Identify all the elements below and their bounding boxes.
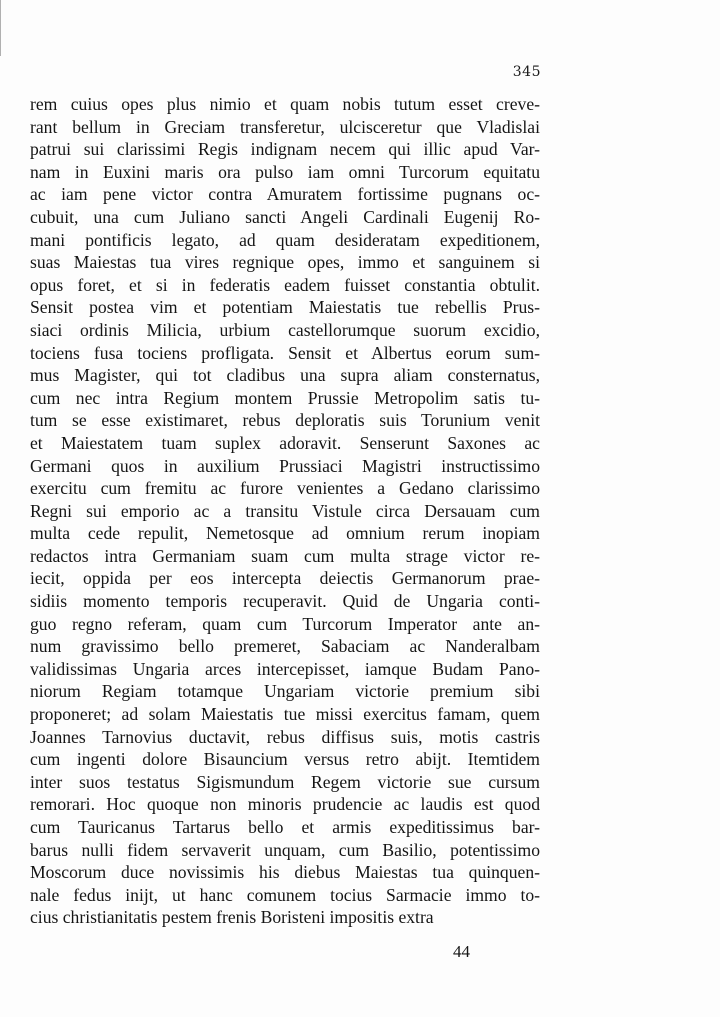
text-line: exercitu cum fremitu ac furore venientes a Gedano clarissimo	[30, 478, 540, 499]
text-line: Sensit postea vim et potentiam Maiestatis tue rebellis Prus-	[30, 297, 540, 318]
text-line: num gravissimo bello premeret, Sabaciam ac Nanderalbam	[30, 636, 540, 657]
page-edge-mark	[0, 0, 1, 56]
text-line: cum nec intra Regium montem Prussie Metropolim satis tu-	[30, 387, 540, 408]
text-line: barus nulli fidem servaverit unquam, cum Basilio, potentissimo	[30, 839, 540, 860]
text-line: patrui sui clarissimi Regis indignam necem qui illic apud Var-	[30, 139, 540, 160]
text-line: nam in Euxini maris ora pulso iam omni Turcorum equitatu	[30, 161, 540, 182]
text-line: niorum Regiam totamque Ungariam victorie premium sibi	[30, 681, 540, 702]
signature-mark: 44	[453, 942, 470, 961]
text-line: Germani quos in auxilium Prussiaci Magistri instructissimo	[30, 455, 540, 476]
text-line: tociens fusa tociens profligata. Sensit et Albertus eorum sum-	[30, 342, 540, 363]
text-line: rant bellum in Greciam transferetur, ulcisceretur que Vladislai	[30, 116, 540, 137]
text-line: nale fedus inijt, ut hanc comunem tocius Sarmacie immo to-	[30, 884, 540, 905]
text-line: inter suos testatus Sigismundum Regem victorie sue cursum	[30, 771, 540, 792]
text-line: proponeret; ad solam Maiestatis tue missi exercitus famam, quem	[30, 704, 540, 725]
text-line: rem cuius opes plus nimio et quam nobis tutum esset creve-	[30, 94, 540, 114]
text-line: multa cede repulit, Nemetosque ad omnium rerum inopiam	[30, 523, 540, 544]
text-line: mus Magister, qui tot cladibus una supra aliam consternatus,	[30, 365, 540, 386]
text-line: cum Tauricanus Tartarus bello et armis expeditissimus bar-	[30, 817, 540, 837]
text-line: ac iam pene victor contra Amuratem fortissime pugnans oc-	[30, 184, 540, 205]
text-line: redactos intra Germaniam suam cum multa strage victor re-	[30, 545, 540, 566]
text-line: suas Maiestas tua vires regnique opes, immo et sanguinem si	[30, 252, 540, 273]
text-line: iecit, oppida per eos intercepta deiectis Germanorum prae-	[30, 568, 540, 589]
text-line: guo regno referam, quam cum Turcorum Imperator ante an-	[30, 613, 540, 634]
text-line: remorari. Hoc quoque non minoris prudencie ac laudis est quod	[30, 794, 540, 815]
text-line: tum se esse existimaret, rebus deploratis suis Torunium venit	[30, 410, 540, 431]
page-number: 345	[512, 64, 541, 80]
text-line: mani pontificis legato, ad quam desideratam expeditionem,	[30, 229, 540, 250]
text-line: sidiis momento temporis recuperavit. Quid de Ungaria conti-	[30, 591, 540, 612]
body-text	[30, 93, 540, 929]
text-line: cubuit, una cum Juliano sancti Angeli Cardinali Eugenij Ro-	[30, 206, 540, 227]
text-line: Regni sui emporio ac a transitu Vistule circa Dersauam cum	[30, 500, 540, 521]
text-line: et Maiestatem tuam suplex adoravit. Senserunt Saxones ac	[30, 432, 540, 453]
text-line: validissimas Ungaria arces intercepisset, iamque Budam Pano-	[30, 658, 540, 679]
text-line: opus foret, et si in federatis eadem fuisset constantia obtulit.	[30, 274, 540, 295]
text-line: cum ingenti dolore Bisauncium versus retro abijt. Itemtidem	[30, 749, 540, 770]
text-line: Joannes Tarnovius ductavit, rebus diffisus suis, motis castris	[30, 726, 540, 747]
text-line: cius christianitatis pestem frenis Boristeni impositis extra	[30, 907, 434, 928]
text-line: siaci ordinis Milicia, urbium castellorumque suorum excidio,	[30, 319, 540, 340]
text-line: Moscorum duce novissimis his diebus Maiestas tua quinquen-	[30, 862, 540, 883]
